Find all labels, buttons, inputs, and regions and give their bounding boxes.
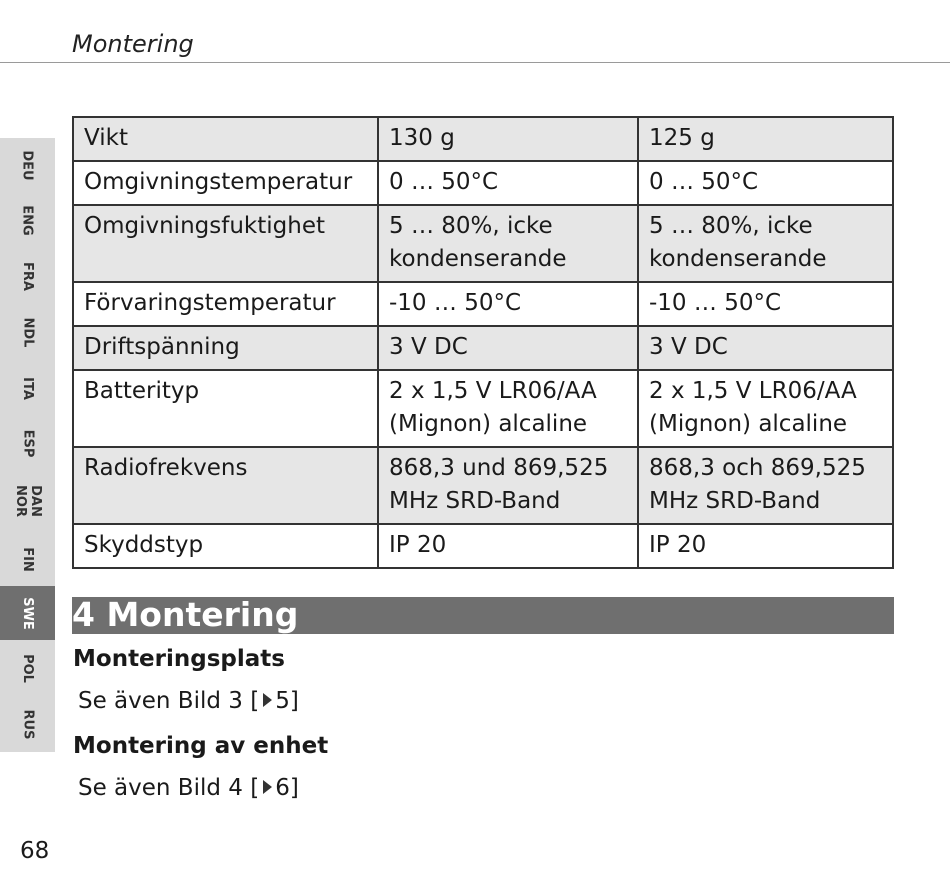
table-row (73, 370, 893, 447)
page-ref-arrow-icon (263, 780, 272, 794)
lang-label: RUS (20, 709, 35, 739)
section-heading-bar (72, 597, 894, 634)
subsection-text-mounting-location (78, 688, 299, 714)
lang-tab-dan-nor[interactable] (0, 470, 55, 532)
lang-label: DAN NOR (12, 485, 43, 517)
lang-tab-fin[interactable] (0, 532, 55, 586)
value-cell-col2: 5 … 80%, icke kondenserande (638, 205, 893, 282)
value-cell-col2: 868,3 och 869,525 MHz SRD-Band (638, 447, 893, 524)
value-cell-col2: 125 g (638, 117, 893, 161)
table-row (73, 447, 893, 524)
subsection-title-mounting-location: Monteringsplats (73, 646, 285, 672)
lang-tab-rus[interactable] (0, 696, 55, 752)
value-cell-col2: 0 … 50°C (638, 161, 893, 205)
table-row (73, 326, 893, 370)
lang-tab-esp[interactable] (0, 416, 55, 470)
lang-tab-ndl[interactable] (0, 304, 55, 360)
subsection-text-device-mounting (78, 775, 299, 801)
lang-label: ITA (19, 376, 35, 400)
row-label-cell: Förvaringstemperatur (73, 282, 378, 326)
table-row (73, 205, 893, 282)
lang-label: NDL (20, 317, 35, 347)
see-also-text: Se även Bild 4 [ (78, 775, 260, 801)
specifications-table (72, 116, 894, 569)
see-also-text: Se även Bild 3 [ (78, 688, 260, 714)
value-cell-col1: 3 V DC (378, 326, 638, 370)
lang-label: SWE (20, 596, 35, 630)
value-cell-col2: -10 … 50°C (638, 282, 893, 326)
lang-tab-swe[interactable] (0, 586, 55, 640)
value-cell-col1: 0 … 50°C (378, 161, 638, 205)
value-cell-col1: 2 x 1,5 V LR06/AA (Mignon) alcaline (378, 370, 638, 447)
lang-label: ENG (20, 204, 35, 236)
lang-label: DEU (19, 149, 35, 181)
language-sidebar (0, 138, 55, 752)
lang-tab-ita[interactable] (0, 360, 55, 416)
page-ref[interactable]: 5] (275, 688, 299, 714)
row-label-cell: Radiofrekvens (73, 447, 378, 524)
lang-tab-pol[interactable] (0, 640, 55, 696)
row-label-cell: Driftspänning (73, 326, 378, 370)
page-number: 68 (20, 838, 50, 864)
running-header: Montering (72, 30, 194, 58)
row-label-cell: Batterityp (73, 370, 378, 447)
subsection-title-device-mounting: Montering av enhet (73, 733, 329, 759)
page-ref[interactable]: 6] (275, 775, 299, 801)
value-cell-col1: 130 g (378, 117, 638, 161)
value-cell-col1: 868,3 und 869,525 MHz SRD-Band (378, 447, 638, 524)
value-cell-col2: IP 20 (638, 524, 893, 568)
section-heading: 4 Montering (72, 595, 299, 634)
value-cell-col2: 3 V DC (638, 326, 893, 370)
lang-tab-eng[interactable] (0, 192, 55, 248)
value-cell-col2: 2 x 1,5 V LR06/AA (Mignon) alcaline (638, 370, 893, 447)
row-label-cell: Omgivningstemperatur (73, 161, 378, 205)
row-label-cell: Vikt (73, 117, 378, 161)
lang-tab-deu[interactable] (0, 138, 55, 192)
table-row (73, 117, 893, 161)
value-cell-col1: IP 20 (378, 524, 638, 568)
table-row (73, 524, 893, 568)
row-label-cell: Omgivningsfuktighet (73, 205, 378, 282)
value-cell-col1: 5 … 80%, icke kondenserande (378, 205, 638, 282)
lang-label: FIN (19, 546, 35, 572)
lang-label: FRA (19, 261, 35, 291)
table-row (73, 282, 893, 326)
header-rule (0, 62, 950, 63)
row-label-cell: Skyddstyp (73, 524, 378, 568)
page-ref-arrow-icon (263, 693, 272, 707)
value-cell-col1: -10 … 50°C (378, 282, 638, 326)
lang-tab-fra[interactable] (0, 248, 55, 304)
lang-label: ESP (20, 429, 35, 457)
lang-label: POL (20, 653, 35, 683)
table-row (73, 161, 893, 205)
